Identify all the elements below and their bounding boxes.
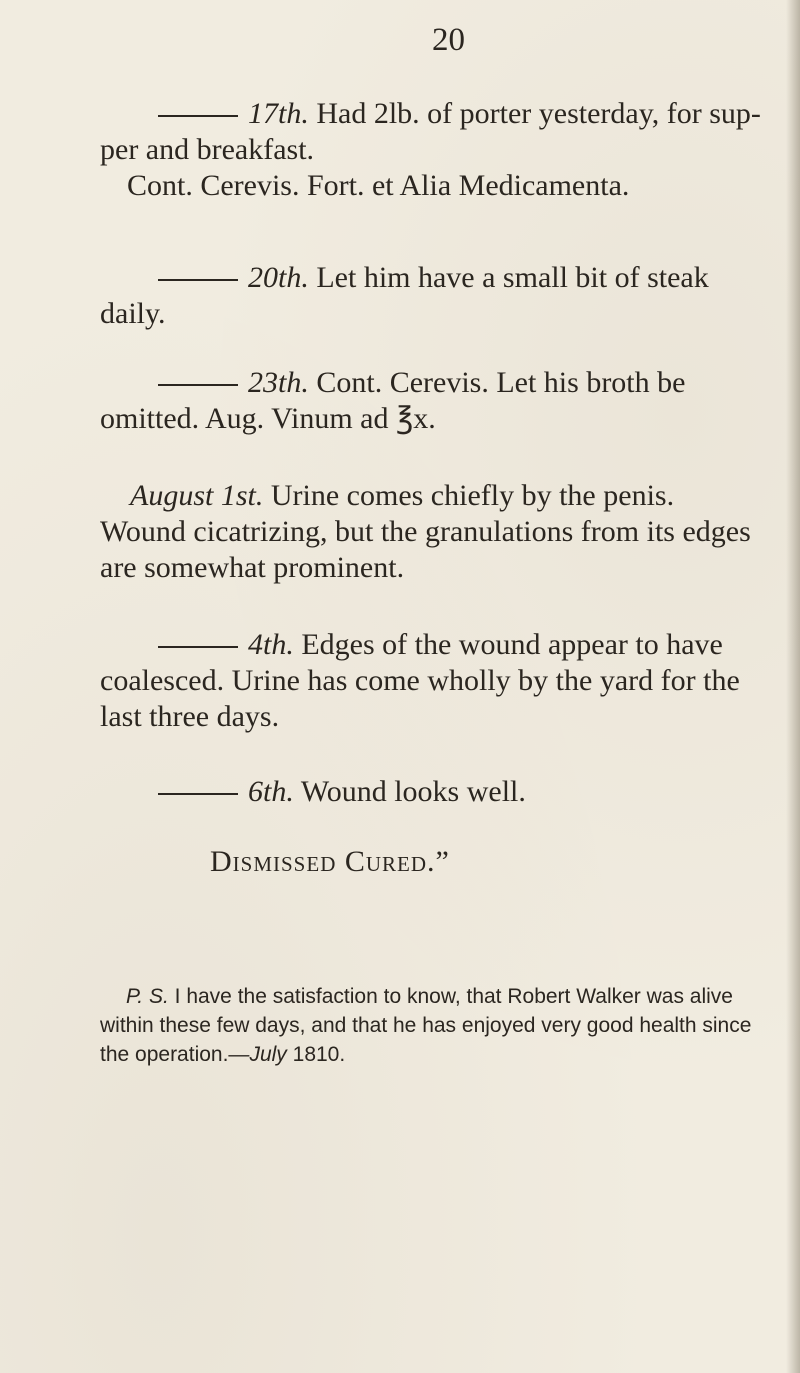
entry-date: 6th.: [248, 775, 294, 808]
entry-date: 17th.: [248, 97, 309, 130]
postscript-text: I have the satisfaction to know, that Robert Walker was alive within these few days, and that he has enjoyed very good health since the operation.—: [100, 985, 752, 1066]
entry-23th: [100, 365, 770, 437]
entry-dash: [158, 646, 238, 648]
entry-dash: [158, 279, 238, 281]
postscript-year: 1810.: [292, 1043, 346, 1066]
entry-20th: [100, 260, 770, 332]
entry-continuation: omitted. Aug. Vinum ad ℥x.: [100, 402, 436, 435]
entry-4th: [100, 627, 770, 735]
entry-first-line-text: Edges of the wound appear to have: [301, 628, 723, 661]
entry-first-line-text: Let him have a small bit of steak: [316, 261, 709, 294]
entry-dash: [158, 115, 238, 117]
entry-continuation: Wound cicatrizing, but the granulations from its edges are somewhat prominent.: [100, 515, 751, 584]
postscript-date: July: [249, 1043, 287, 1066]
entry-6th: [100, 774, 770, 810]
entry-continuation: per and breakfast.: [100, 133, 315, 166]
closing-line: Dismissed Cured.”: [210, 845, 450, 878]
entry-august-1st: [100, 478, 770, 586]
entry-first-line-text: Urine comes chiefly by the penis.: [270, 479, 675, 512]
entry-dash: [158, 793, 238, 795]
entry-first-line-text: Cont. Cerevis. Let his broth be: [316, 366, 686, 399]
entry-prescription: Cont. Cerevis. Fort. et Alia Medicamenta.: [127, 169, 630, 202]
entry-date: August 1st.: [130, 479, 264, 512]
entry-date: 23th.: [248, 366, 309, 399]
entry-17th: [100, 96, 770, 204]
entry-first-line-text: Wound looks well.: [300, 775, 526, 808]
page-edge-shadow: [786, 0, 800, 1373]
postscript: [100, 982, 780, 1069]
entry-date: 4th.: [248, 628, 294, 661]
entry-dash: [158, 384, 238, 386]
entry-first-line-text: Had 2lb. of porter yesterday, for sup-: [316, 97, 761, 130]
entry-continuation: coalesced. Urine has come wholly by the yard for the last three days.: [100, 664, 740, 733]
page-number: 20: [432, 22, 465, 58]
entry-date: 20th.: [248, 261, 309, 294]
postscript-lead: P. S.: [126, 985, 169, 1008]
entry-continuation: daily.: [100, 297, 166, 330]
